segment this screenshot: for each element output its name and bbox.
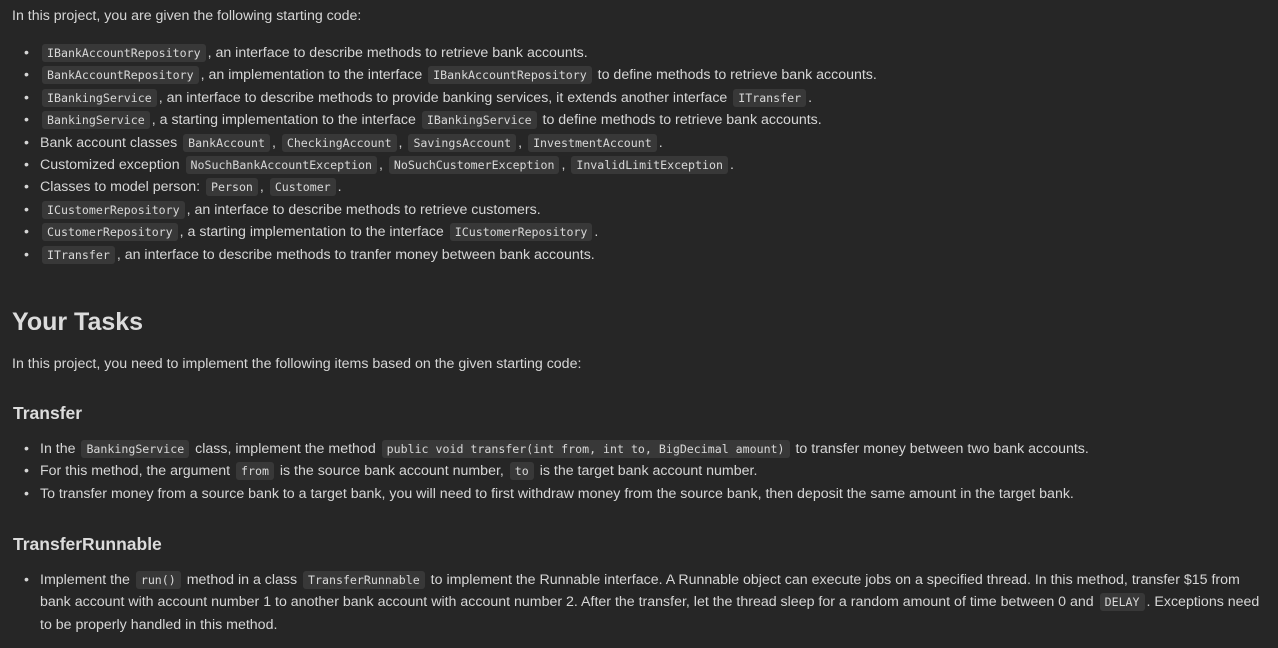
list-text: . xyxy=(337,179,342,196)
list-text: , a starting implementation to the interface xyxy=(179,224,448,241)
inline-code: InvestmentAccount xyxy=(528,134,657,152)
list-text: to implement the Runnable interface. A Runnable object can execute jobs on a specified thread. In this method, transfer $15 from bank account with account number 1 to another bank account with account number 2. After the transfer, let the thread sleep for a random amount of time between 0 and xyxy=(40,572,1240,611)
inline-code: BankingService xyxy=(81,440,189,458)
list-text: , an interface to describe methods to provide banking services, it extends another interface xyxy=(158,89,732,106)
list-text: Customized exception xyxy=(40,157,184,174)
list-text: Classes to model person: xyxy=(40,179,205,196)
list-item xyxy=(12,42,1266,64)
list-text: , an interface to describe methods to tranfer money between bank accounts. xyxy=(116,246,595,263)
inline-code: ITransfer xyxy=(733,89,806,107)
list-item xyxy=(12,154,1266,176)
inline-code: ITransfer xyxy=(42,246,115,264)
list-text: , an implementation to the interface xyxy=(200,67,427,84)
list-item xyxy=(12,132,1266,154)
inline-code: IBankingService xyxy=(42,89,157,107)
list-text: to define methods to retrieve bank accounts. xyxy=(538,112,822,129)
list-text: , xyxy=(379,157,387,174)
inline-code: BankAccount xyxy=(183,134,270,152)
inline-code: IBankAccountRepository xyxy=(428,66,592,84)
list-text: . xyxy=(594,224,599,241)
inline-code: CheckingAccount xyxy=(282,134,397,152)
list-text: , xyxy=(398,134,407,151)
list-text: , an interface to describe methods to retrieve bank accounts. xyxy=(207,45,588,61)
list-item xyxy=(12,176,1266,198)
list-text: to transfer money between two bank accounts. xyxy=(791,441,1089,457)
inline-code: Person xyxy=(206,178,258,196)
list-item xyxy=(12,483,1266,505)
inline-code: run() xyxy=(136,571,181,589)
list-text: , xyxy=(271,134,280,151)
inline-code: NoSuchBankAccountException xyxy=(186,156,377,174)
starting-code-list xyxy=(12,42,1266,266)
inline-code: BankingService xyxy=(42,111,150,129)
your-tasks-heading: Your Tasks xyxy=(12,308,144,336)
list-text: , an interface to describe methods to retrieve customers. xyxy=(186,201,541,218)
list-text: class, implement the method xyxy=(191,441,380,457)
inline-code: InvalidLimitException xyxy=(571,156,728,174)
list-item xyxy=(12,109,1266,131)
transfer-heading: Transfer xyxy=(13,403,83,423)
list-text: . Exceptions need to be properly handled in this method. xyxy=(40,594,1260,633)
list-text: is the target bank account number. xyxy=(535,463,758,480)
inline-code: ICustomerRepository xyxy=(42,201,185,219)
list-item xyxy=(12,221,1266,243)
inline-code: to xyxy=(510,462,534,480)
list-item xyxy=(12,438,1266,460)
list-item xyxy=(12,199,1266,221)
tasks-intro-paragraph: In this project, you need to implement the following items based on the given starting code: xyxy=(12,356,582,372)
list-item xyxy=(12,87,1266,109)
list-text: , xyxy=(259,179,268,196)
list-item xyxy=(12,569,1272,636)
inline-code: Customer xyxy=(270,178,336,196)
inline-code: DELAY xyxy=(1100,593,1145,611)
list-text: Implement the xyxy=(40,572,134,588)
list-text: Bank account classes xyxy=(40,134,182,151)
list-text: , xyxy=(561,157,570,174)
inline-code: TransferRunnable xyxy=(303,571,425,589)
inline-code: IBankAccountRepository xyxy=(42,44,206,62)
inline-code: CustomerRepository xyxy=(42,223,178,241)
transfer-task-list xyxy=(12,438,1266,505)
list-text: . xyxy=(658,134,663,151)
inline-code: IBankingService xyxy=(422,111,537,129)
list-item xyxy=(12,460,1266,482)
list-text: , a starting implementation to the interface xyxy=(151,112,420,129)
list-text: . xyxy=(808,89,813,106)
intro-paragraph: In this project, you are given the following starting code: xyxy=(12,8,362,24)
list-text: method in a class xyxy=(182,572,302,588)
list-text: To transfer money from a source bank to a target bank, you will need to first withdraw money from the source bank, then deposit the same amount in the target bank. xyxy=(40,485,1074,502)
inline-code: SavingsAccount xyxy=(408,134,516,152)
list-text: . xyxy=(729,157,734,174)
list-item xyxy=(12,64,1266,86)
list-text: is the source bank account number, xyxy=(275,463,508,480)
inline-code: NoSuchCustomerException xyxy=(389,156,560,174)
transfer-runnable-task-list xyxy=(12,569,1272,636)
transfer-runnable-heading: TransferRunnable xyxy=(13,534,162,554)
inline-code: public void transfer(int from, int to, BigDecimal amount) xyxy=(382,440,790,458)
inline-code: ICustomerRepository xyxy=(450,223,593,241)
list-text: In the xyxy=(40,441,80,457)
list-item xyxy=(12,244,1266,266)
list-text: , xyxy=(518,134,527,151)
list-text: to define methods to retrieve bank accounts. xyxy=(593,67,877,84)
list-text: For this method, the argument xyxy=(40,463,234,480)
inline-code: BankAccountRepository xyxy=(42,66,199,84)
inline-code: from xyxy=(236,462,274,480)
